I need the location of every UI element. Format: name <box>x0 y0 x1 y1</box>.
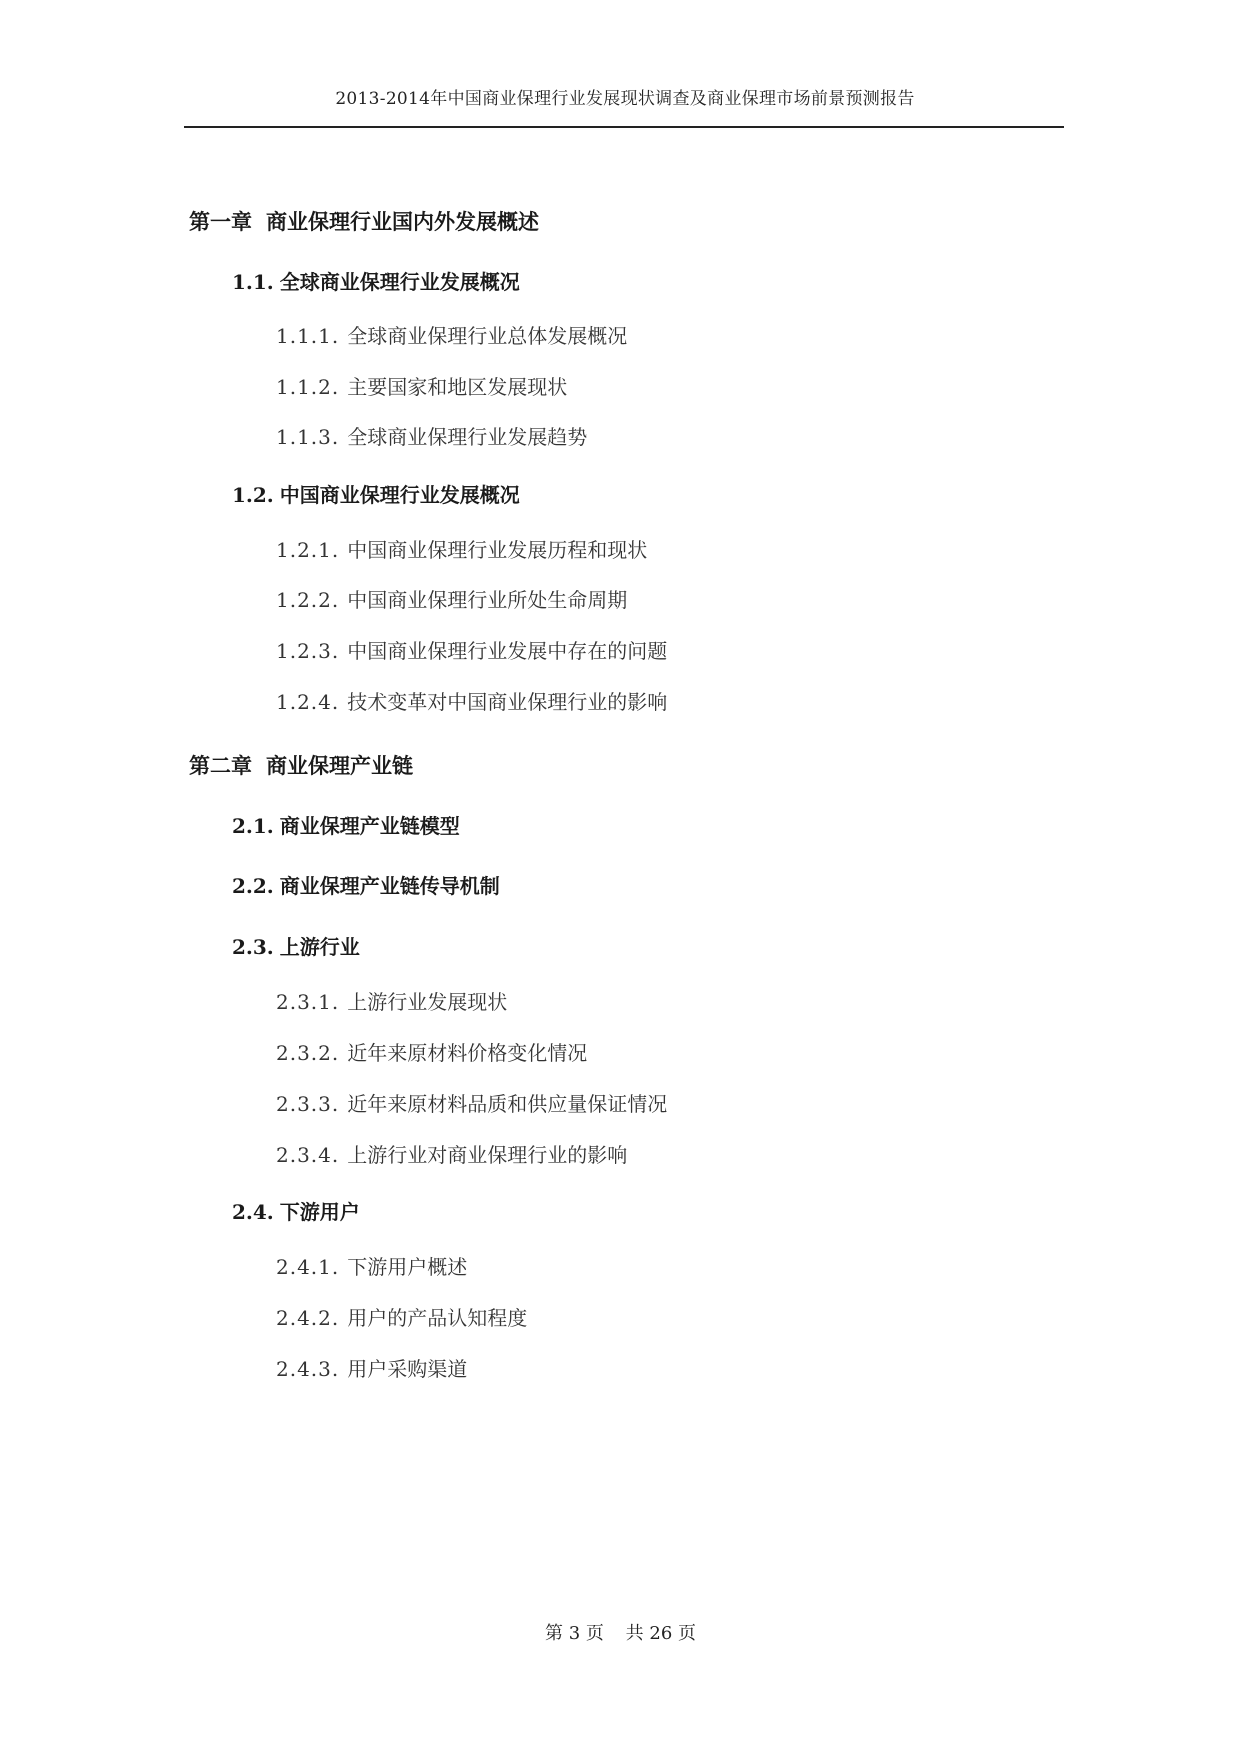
toc-title: 商业保理产业链 <box>266 753 413 778</box>
toc-number: 2.4.2. <box>276 1306 340 1330</box>
toc-title: 商业保理产业链模型 <box>279 814 460 838</box>
toc-title: 技术变革对中国商业保理行业的影响 <box>347 690 668 714</box>
toc-title: 近年来原材料价格变化情况 <box>347 1041 588 1065</box>
toc-subsection-2-4-2 <box>276 1308 527 1328</box>
toc-title: 主要国家和地区发展现状 <box>347 375 568 399</box>
toc-chapter-1 <box>189 211 539 232</box>
toc-chapter-2 <box>189 755 413 776</box>
toc-number: 1.1.2. <box>276 375 340 399</box>
toc-title: 中国商业保理行业发展概况 <box>279 483 520 507</box>
toc-subsection-2-4-1 <box>276 1257 467 1277</box>
toc-subsection-2-3-2 <box>276 1043 587 1063</box>
toc-title: 上游行业 <box>279 935 360 959</box>
total-page-count: 共 26 页 <box>625 1623 696 1644</box>
toc-subsection-2-3-3 <box>276 1094 667 1114</box>
toc-subsection-2-3-1 <box>276 992 507 1012</box>
toc-subsection-1-2-2 <box>276 590 627 610</box>
toc-subsection-2-4-3 <box>276 1359 467 1379</box>
toc-section-2-2 <box>232 876 500 896</box>
toc-number: 1.2.2. <box>276 588 340 612</box>
toc-subsection-1-2-4 <box>276 692 667 712</box>
toc-number: 2.3.4. <box>276 1143 340 1167</box>
toc-number: 2.2. <box>232 874 274 898</box>
toc-number: 1.2.1. <box>276 538 340 562</box>
toc-title: 用户采购渠道 <box>347 1357 468 1381</box>
toc-number: 1.2. <box>232 483 274 507</box>
toc-section-2-1 <box>232 816 460 836</box>
current-page-number: 第 3 页 <box>545 1623 604 1644</box>
toc-number: 2.3.2. <box>276 1041 340 1065</box>
toc-subsection-1-1-3 <box>276 427 587 447</box>
toc-number: 2.1. <box>232 814 274 838</box>
toc-section-2-4 <box>232 1202 360 1222</box>
toc-number: 1.1. <box>232 270 274 294</box>
toc-title: 用户的产品认知程度 <box>347 1306 528 1330</box>
toc-subsection-1-2-1 <box>276 540 647 560</box>
header-divider <box>184 126 1064 128</box>
toc-section-1-2 <box>232 485 520 505</box>
toc-title: 上游行业对商业保理行业的影响 <box>347 1143 628 1167</box>
toc-title: 下游用户 <box>279 1200 360 1224</box>
toc-title: 中国商业保理行业发展中存在的问题 <box>347 639 668 663</box>
toc-number: 1.1.3. <box>276 425 340 449</box>
toc-subsection-1-1-2 <box>276 377 567 397</box>
toc-number: 1.2.4. <box>276 690 340 714</box>
toc-number: 1.2.3. <box>276 639 340 663</box>
toc-section-2-3 <box>232 937 360 957</box>
toc-number: 2.3. <box>232 935 274 959</box>
page-footer <box>0 1619 1241 1645</box>
page-header-title: 2013-2014年中国商业保理行业发展现状调查及商业保理市场前景预测报告 <box>335 89 915 109</box>
toc-section-1-1 <box>232 272 520 292</box>
toc-number: 2.4. <box>232 1200 274 1224</box>
toc-number: 第一章 <box>189 209 252 234</box>
toc-subsection-1-2-3 <box>276 641 667 661</box>
toc-title: 全球商业保理行业发展趋势 <box>347 425 588 449</box>
toc-subsection-2-3-4 <box>276 1145 627 1165</box>
toc-number: 2.3.3. <box>276 1092 340 1116</box>
toc-title: 商业保理产业链传导机制 <box>279 874 500 898</box>
toc-title: 近年来原材料品质和供应量保证情况 <box>347 1092 668 1116</box>
toc-subsection-1-1-1 <box>276 326 627 346</box>
toc-title: 下游用户概述 <box>347 1255 468 1279</box>
toc-number: 第二章 <box>189 753 252 778</box>
toc-number: 2.4.3. <box>276 1357 340 1381</box>
toc-title: 全球商业保理行业总体发展概况 <box>347 324 628 348</box>
toc-number: 2.3.1. <box>276 990 340 1014</box>
toc-title: 上游行业发展现状 <box>347 990 508 1014</box>
toc-number: 1.1.1. <box>276 324 340 348</box>
toc-title: 商业保理行业国内外发展概述 <box>266 209 539 234</box>
toc-title: 中国商业保理行业发展历程和现状 <box>347 538 648 562</box>
toc-number: 2.4.1. <box>276 1255 340 1279</box>
toc-title: 中国商业保理行业所处生命周期 <box>347 588 628 612</box>
toc-title: 全球商业保理行业发展概况 <box>279 270 520 294</box>
